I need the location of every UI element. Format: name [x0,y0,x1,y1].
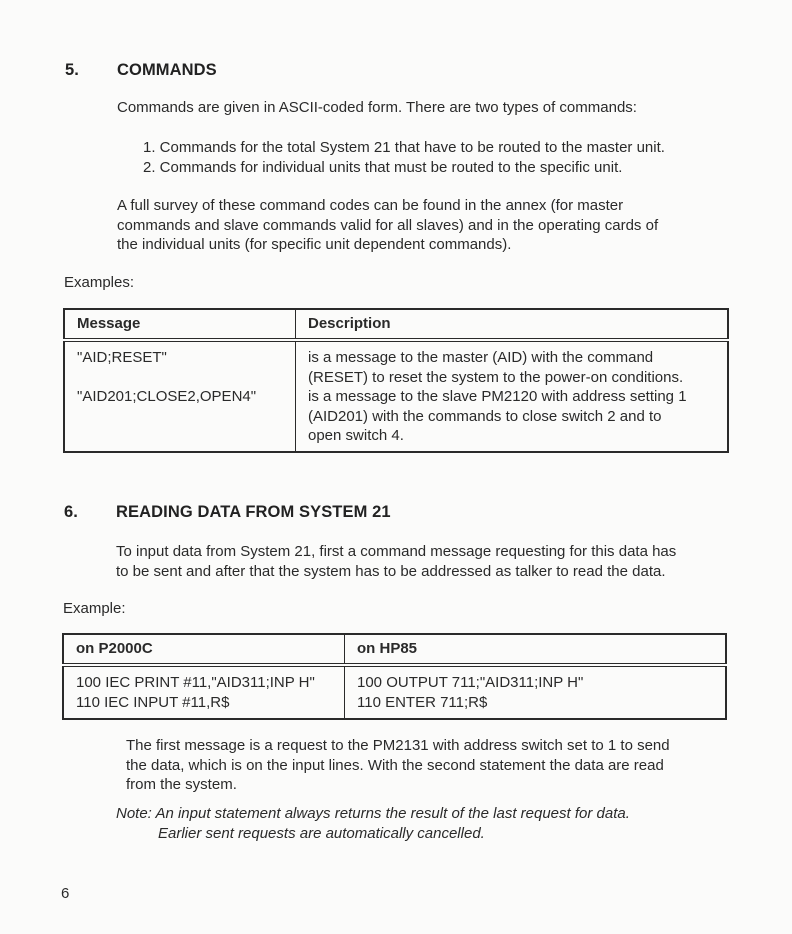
code-line: 110 IEC INPUT #11,R$ [76,693,230,711]
table-header-row [64,309,728,340]
description-text: open switch 4. [308,427,404,444]
table-header-p2000c: on P2000C [63,634,345,665]
code-line: 110 ENTER 711;R$ [357,693,488,711]
code-example-table [62,633,727,720]
explanation-line: the data, which is on the input lines. With the second statement the data are read [126,756,664,774]
intro-line: to be sent and after that the system has to be addressed as talker to read the data. [116,562,666,580]
table-header-message: Message [64,309,296,340]
explanation-line: from the system. [126,776,237,793]
list-item: 1. Commands for the total System 21 that have to be routed to the master unit. [143,139,665,156]
section-6-number: 6. [64,503,78,521]
note-line: Earlier sent requests are automatically cancelled. [158,824,485,842]
explanation-paragraph [126,736,670,795]
survey-line: the individual units (for specific unit dependent commands). [117,236,512,253]
section-5-number: 5. [65,61,79,79]
section-6-title: READING DATA FROM SYSTEM 21 [116,503,391,521]
note-line: Note: An input statement always returns the result of the last request for data. [116,805,630,822]
description-text: (AID201) with the commands to close switch 2 and to [308,407,662,425]
p2000c-code-cell [63,665,345,719]
description-text: is a message to the slave PM2120 with address setting 1 [308,388,687,405]
description-text: is a message to the master (AID) with the command [308,349,654,366]
hp85-code-cell [345,665,727,719]
section-6-intro [116,542,676,581]
intro-line: To input data from System 21, first a command message requesting for this data has [116,543,677,560]
table-row [64,340,728,452]
table-header-row [63,634,726,665]
section-6-heading [64,503,564,525]
commands-example-table [63,308,729,453]
page-number: 6 [61,885,70,902]
section-5-intro: Commands are given in ASCII-coded form. There are two types of commands: [117,99,637,116]
description-text: (RESET) to reset the system to the power-on conditions. [308,368,684,386]
survey-line: A full survey of these command codes can be found in the annex (for master [117,197,624,214]
description-cell [296,340,729,452]
table-row [63,665,726,719]
message-cell [64,340,296,452]
table-header-description: Description [296,309,729,340]
survey-line: commands and slave commands valid for all slaves) and in the operating cards of [117,216,659,234]
code-line: 100 IEC PRINT #11,"AID311;INP H" [76,674,315,691]
command-types-list [143,138,665,177]
explanation-line: The first message is a request to the PM2131 with address switch set to 1 to send [126,737,670,754]
note-paragraph [116,804,630,843]
list-item: 2. Commands for individual units that must be routed to the specific unit. [143,158,623,176]
section-5-heading [65,61,565,83]
message-text: "AID201;CLOSE2,OPEN4" [77,388,257,405]
survey-paragraph [117,196,658,255]
example-label: Example: [63,600,126,617]
code-line: 100 OUTPUT 711;"AID311;INP H" [357,674,584,691]
examples-label: Examples: [64,274,135,291]
table-header-hp85: on HP85 [345,634,727,665]
message-text: "AID;RESET" [77,349,167,366]
section-5-title: COMMANDS [117,61,217,79]
